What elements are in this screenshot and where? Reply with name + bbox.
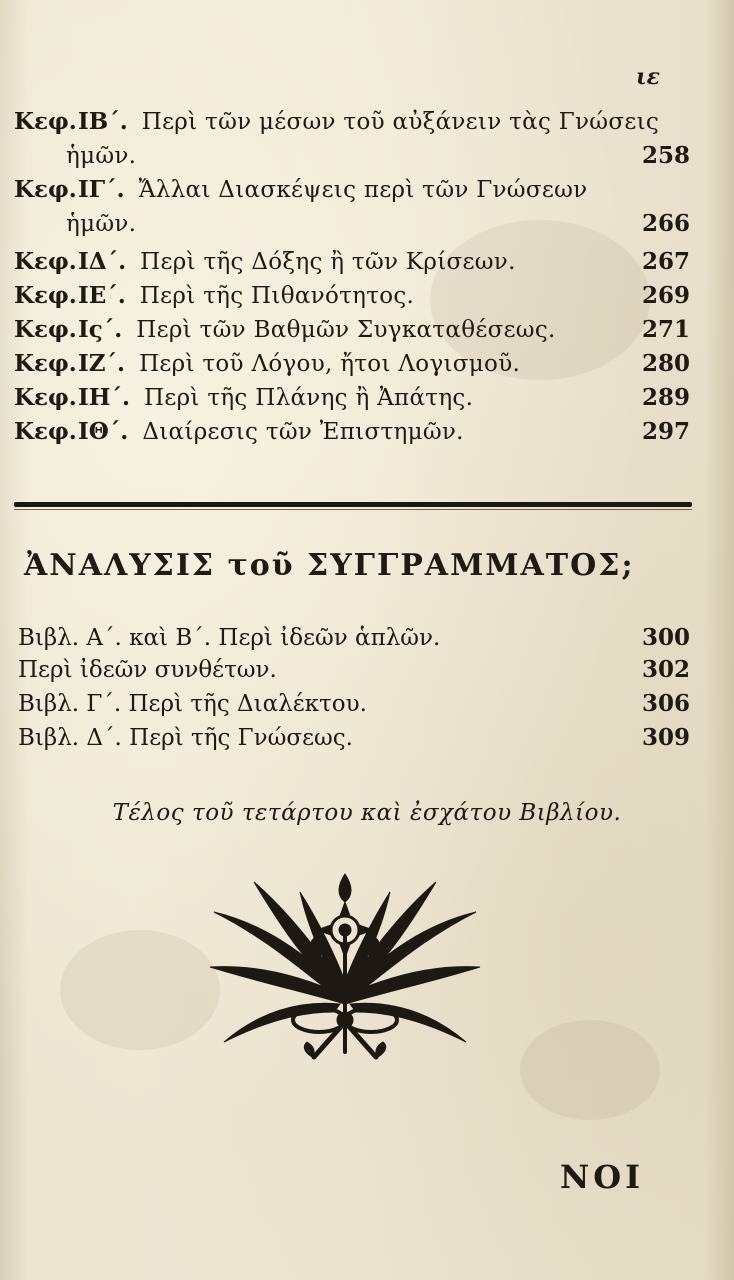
chapter-number: ΙΖ΄. xyxy=(78,350,126,377)
chapter-number: ΙΕ΄. xyxy=(78,282,126,309)
leaf-number: ιε xyxy=(636,64,661,90)
analysis-entry xyxy=(18,690,690,724)
chapter-title-continuation: ἡμῶν. xyxy=(66,211,137,237)
floral-ornament-icon xyxy=(204,872,486,1060)
page-number: 297 xyxy=(641,418,690,445)
toc-entry-continuation xyxy=(14,210,690,244)
toc-entry xyxy=(14,282,690,316)
toc-entry xyxy=(14,248,690,282)
chapter-title: Περὶ τῆς Πλάνης ἢ Ἀπάτης. xyxy=(144,385,474,411)
page-number: 309 xyxy=(641,724,690,751)
chapter-title: Περὶ τῶν μέσων τοῦ αὐξάνειν τὰς Γνώσεις xyxy=(141,109,660,135)
analysis-title: Βιβλ. Γ΄. Περὶ τῆς Διαλέκτου. xyxy=(18,691,367,717)
analysis-entry xyxy=(18,656,690,690)
chapter-title: Ἄλλαι Διασκέψεις περὶ τῶν Γνώσεων xyxy=(138,177,588,203)
chapter-label: Κεφ. xyxy=(14,176,77,203)
chapter-number: ΙΒ΄. xyxy=(78,108,128,135)
paper-stain xyxy=(60,930,220,1050)
toc-entry xyxy=(14,316,690,350)
page-number: 269 xyxy=(641,282,690,309)
section-divider-thin xyxy=(14,509,692,510)
chapter-label: Κεφ. xyxy=(14,384,77,411)
chapter-number: ΙΘ΄. xyxy=(78,418,129,445)
chapter-number: Ις΄. xyxy=(78,316,123,343)
page-number: 258 xyxy=(641,142,690,169)
page-number: 271 xyxy=(641,316,690,343)
toc-entry xyxy=(14,108,690,142)
toc-entry xyxy=(14,350,690,384)
page-number: 306 xyxy=(641,690,690,717)
paper-stain xyxy=(520,1020,660,1120)
page-number: 280 xyxy=(641,350,690,377)
chapter-number: ΙΗ΄. xyxy=(78,384,130,411)
chapter-label: Κεφ. xyxy=(14,418,77,445)
chapter-title: Διαίρεσις τῶν Ἐπιστημῶν. xyxy=(142,419,464,445)
chapter-title: Περὶ τοῦ Λόγου, ἤτοι Λογισμοῦ. xyxy=(139,351,521,377)
analysis-title: Περὶ ἰδεῶν συνθέτων. xyxy=(18,657,277,683)
chapter-title: Περὶ τῶν Βαθμῶν Συγκαταθέσεως. xyxy=(136,317,556,343)
ending-line: Τέλος τοῦ τετάρτου καὶ ἐσχάτου Βιβλίου. xyxy=(112,800,622,826)
chapter-label: Κεφ. xyxy=(14,350,77,377)
page-number: 267 xyxy=(641,248,690,275)
analysis-title: Βιβλ. Δ΄. Περὶ τῆς Γνώσεως. xyxy=(18,725,353,751)
chapter-label: Κεφ. xyxy=(14,282,77,309)
chapter-title: Περὶ τῆς Πιθανότητος. xyxy=(139,283,415,309)
section-divider xyxy=(14,502,692,507)
catchword: ΝΟΙ xyxy=(560,1158,645,1196)
toc-entry xyxy=(14,176,690,210)
page-number: 266 xyxy=(641,210,690,237)
chapter-title: Περὶ τῆς Δόξης ἢ τῶν Κρίσεων. xyxy=(140,249,516,275)
section-heading: ἈΝΑΛΥΣΙΣ τοῦ ΣΥΓΓΡΑΜΜΑΤΟΣ; xyxy=(24,548,635,583)
chapter-label: Κεφ. xyxy=(14,248,77,275)
toc-entry-continuation xyxy=(14,142,690,176)
page-number: 300 xyxy=(641,624,690,651)
chapter-number: ΙΔ΄. xyxy=(78,248,127,275)
analysis-title: Βιβλ. Α΄. καὶ Β΄. Περὶ ἰδεῶν ἁπλῶν. xyxy=(18,625,441,651)
page-number: 289 xyxy=(641,384,690,411)
analysis-entry xyxy=(18,724,690,758)
toc-entry xyxy=(14,384,690,418)
chapter-title-continuation: ἡμῶν. xyxy=(66,143,137,169)
chapter-label: Κεφ. xyxy=(14,316,77,343)
toc-entry xyxy=(14,418,690,452)
page-number: 302 xyxy=(641,656,690,683)
analysis-entry xyxy=(18,624,690,658)
chapter-number: ΙΓ΄. xyxy=(78,176,125,203)
chapter-label: Κεφ. xyxy=(14,108,77,135)
